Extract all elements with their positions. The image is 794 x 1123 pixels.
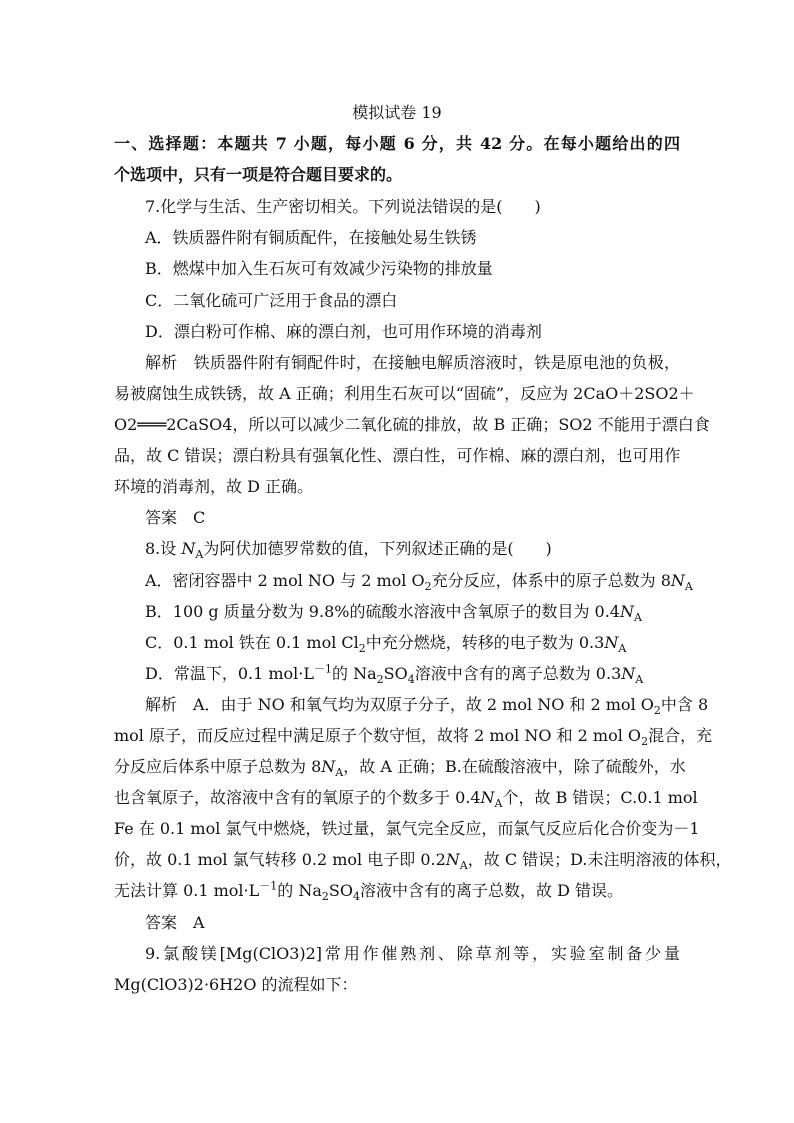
section-heading-line-2: 个选项中，只有一项是符合题目要求的。: [114, 165, 403, 184]
subscript-2: 2: [641, 735, 649, 749]
q8-analysis-line-2: [114, 725, 713, 749]
symbol-n: N: [670, 571, 685, 590]
q8-analysis-text-2: 个，故 B 错误；C.0.1 mol: [502, 788, 698, 807]
subscript-2: 2: [424, 580, 432, 594]
so4-text: SO: [383, 664, 408, 683]
q8-option-c: [145, 632, 680, 654]
q9-stem-line-1: 9.氯酸镁[Mg(ClO3)2]常用作催熟剂、除草剂等，实验室制备少量: [145, 944, 680, 963]
q8-analysis-text: 解析 A．由于 NO 和氧气均为双原子分子，故 2 mol NO 和 2 mol O: [145, 695, 654, 714]
q8-analysis-line-1: [145, 694, 709, 718]
symbol-a-sub: A: [335, 766, 344, 780]
q8-option-c-text: C．0.1 mol 铁在 0.1 mol Cl: [145, 633, 359, 652]
so4-text: SO: [328, 881, 353, 900]
q7-option-c: C．二氧化硫可广泛用于食品的漂白: [145, 291, 398, 310]
q8-stem: [145, 538, 680, 560]
q8-stem-prefix: 8.设: [145, 539, 182, 558]
q8-option-c-text-2: 中充分燃烧，转移的电子数为 0.3: [365, 633, 605, 652]
q8-analysis-line-7: [114, 880, 680, 902]
q9-stem-line-2: Mg(ClO3)2·6H2O 的流程如下：: [114, 975, 358, 994]
superscript-minus-1: －1: [259, 879, 278, 893]
q8-analysis-text-2: 混合，充: [648, 726, 713, 745]
q8-analysis-text-2: ，故 A 正确；B.在硫酸溶液中，除了硫酸外，水: [343, 757, 686, 776]
q7-option-b: B．燃煤中加入生石灰可有效减少污染物的排放量: [145, 259, 493, 278]
symbol-n: N: [445, 850, 460, 869]
q8-analysis-line-3: [114, 756, 686, 780]
q8-option-a-text: A．密闭容器中 2 mol NO 与 2 mol O: [145, 571, 425, 590]
q7-analysis-line-3: O2═══2CaSO4，所以可以减少二氧化硫的排放，故 B 正确；SO2 不能用于漂白食: [114, 415, 710, 434]
q8-option-d: [145, 663, 680, 685]
symbol-a-sub: A: [635, 673, 644, 687]
q8-analysis-line-4: [114, 787, 698, 811]
symbol-n: N: [604, 633, 619, 652]
q8-analysis-line-5: Fe 在 0.1 mol 氯气中燃烧，铁过量，氯气完全反应，而氯气反应后化合价变为－1: [114, 819, 700, 838]
q7-answer: 答案 C: [145, 508, 206, 527]
q8-option-a: [145, 570, 693, 594]
q7-analysis-line-5: 环境的消毒剂，故 D 正确。: [114, 477, 314, 496]
subscript-2: 2: [321, 890, 329, 904]
q8-answer: 答案 A: [145, 913, 205, 932]
q8-option-d-text: D．常温下，0.1 mol·L: [145, 664, 314, 683]
symbol-a-sub: A: [633, 611, 642, 625]
subscript-2: 2: [358, 642, 366, 656]
q7-analysis-line-2: 易被腐蚀生成铁锈，故 A 正确；利用生石灰可以“固硫”，反应为 2CaO＋2SO2＋: [114, 384, 695, 403]
symbol-n: N: [181, 539, 196, 558]
symbol-a-sub: A: [494, 797, 503, 811]
symbol-n: N: [480, 788, 495, 807]
section-heading-line-1: 一、选择题：本题共 7 小题，每小题 6 分，共 42 分。在每小题给出的四: [114, 134, 680, 153]
q8-analysis-text-2: ，故 C 错误；D.未注明溶液的体积，: [467, 850, 732, 869]
symbol-a-sub: A: [618, 642, 627, 656]
symbol-a-sub: A: [459, 859, 468, 873]
q8-analysis-text-2: 的 Na: [277, 881, 322, 900]
q7-analysis-line-1: 解析 铁质器件附有铜配件时，在接触电解质溶液时，铁是原电池的负极，: [145, 353, 680, 372]
subscript-2: 2: [376, 673, 384, 687]
q8-analysis-text: 分反应后体系中原子总数为 8: [114, 757, 322, 776]
symbol-n: N: [321, 757, 336, 776]
q8-option-b-text: B．100 g 质量分数为 9.8%的硫酸水溶液中含氧原子的数目为 0.4: [145, 602, 620, 621]
q8-analysis-text-3: 溶液中含有的离子总数，故 D 错误。: [359, 881, 623, 900]
q8-option-a-text-2: 充分反应，体系中的原子总数为 8: [431, 571, 671, 590]
q8-analysis-text: 价，故 0.1 mol 氯气转移 0.2 mol 电子即 0.2: [114, 850, 446, 869]
q8-analysis-text: 无法计算 0.1 mol·L: [114, 881, 260, 900]
q7-stem: 7.化学与生活、生产密切相关。下列说法错误的是( ): [145, 197, 541, 216]
symbol-n: N: [619, 602, 634, 621]
q8-analysis-line-6: [114, 849, 732, 873]
q8-analysis-text-2: 中含 8: [660, 695, 709, 714]
q8-stem-suffix: 为阿伏加德罗常数的值，下列叙述正确的是( ): [203, 539, 552, 558]
subscript-2: 2: [653, 704, 661, 718]
page-title: 模拟试卷 19: [352, 103, 442, 122]
superscript-minus-1: －1: [314, 662, 332, 676]
q7-option-d: D．漂白粉可作棉、麻的漂白剂，也可用作环境的消毒剂: [145, 322, 542, 341]
subscript-4: 4: [407, 673, 415, 687]
symbol-a-sub: A: [684, 580, 693, 594]
q8-option-d-text-3: 溶液中含有的离子总数为 0.3: [414, 664, 622, 683]
symbol-a-sub: A: [195, 548, 204, 562]
q8-analysis-text: 也含氧原子，故溶液中含有的氧原子的个数多于 0.4: [114, 788, 481, 807]
q8-analysis-text: mol 原子，而反应过程中满足原子个数守恒，故将 2 mol NO 和 2 mol O: [114, 726, 642, 745]
q8-option-b: [145, 601, 680, 623]
q7-option-a: A．铁质器件附有铜质配件，在接触处易生铁锈: [145, 228, 477, 247]
q7-analysis-line-4: 品，故 C 错误；漂白粉具有强氧化性、漂白性，可作棉、麻的漂白剂，也可用作: [114, 446, 681, 465]
subscript-4: 4: [352, 890, 360, 904]
q8-option-d-text-2: 的 Na: [332, 664, 377, 683]
symbol-n: N: [621, 664, 636, 683]
